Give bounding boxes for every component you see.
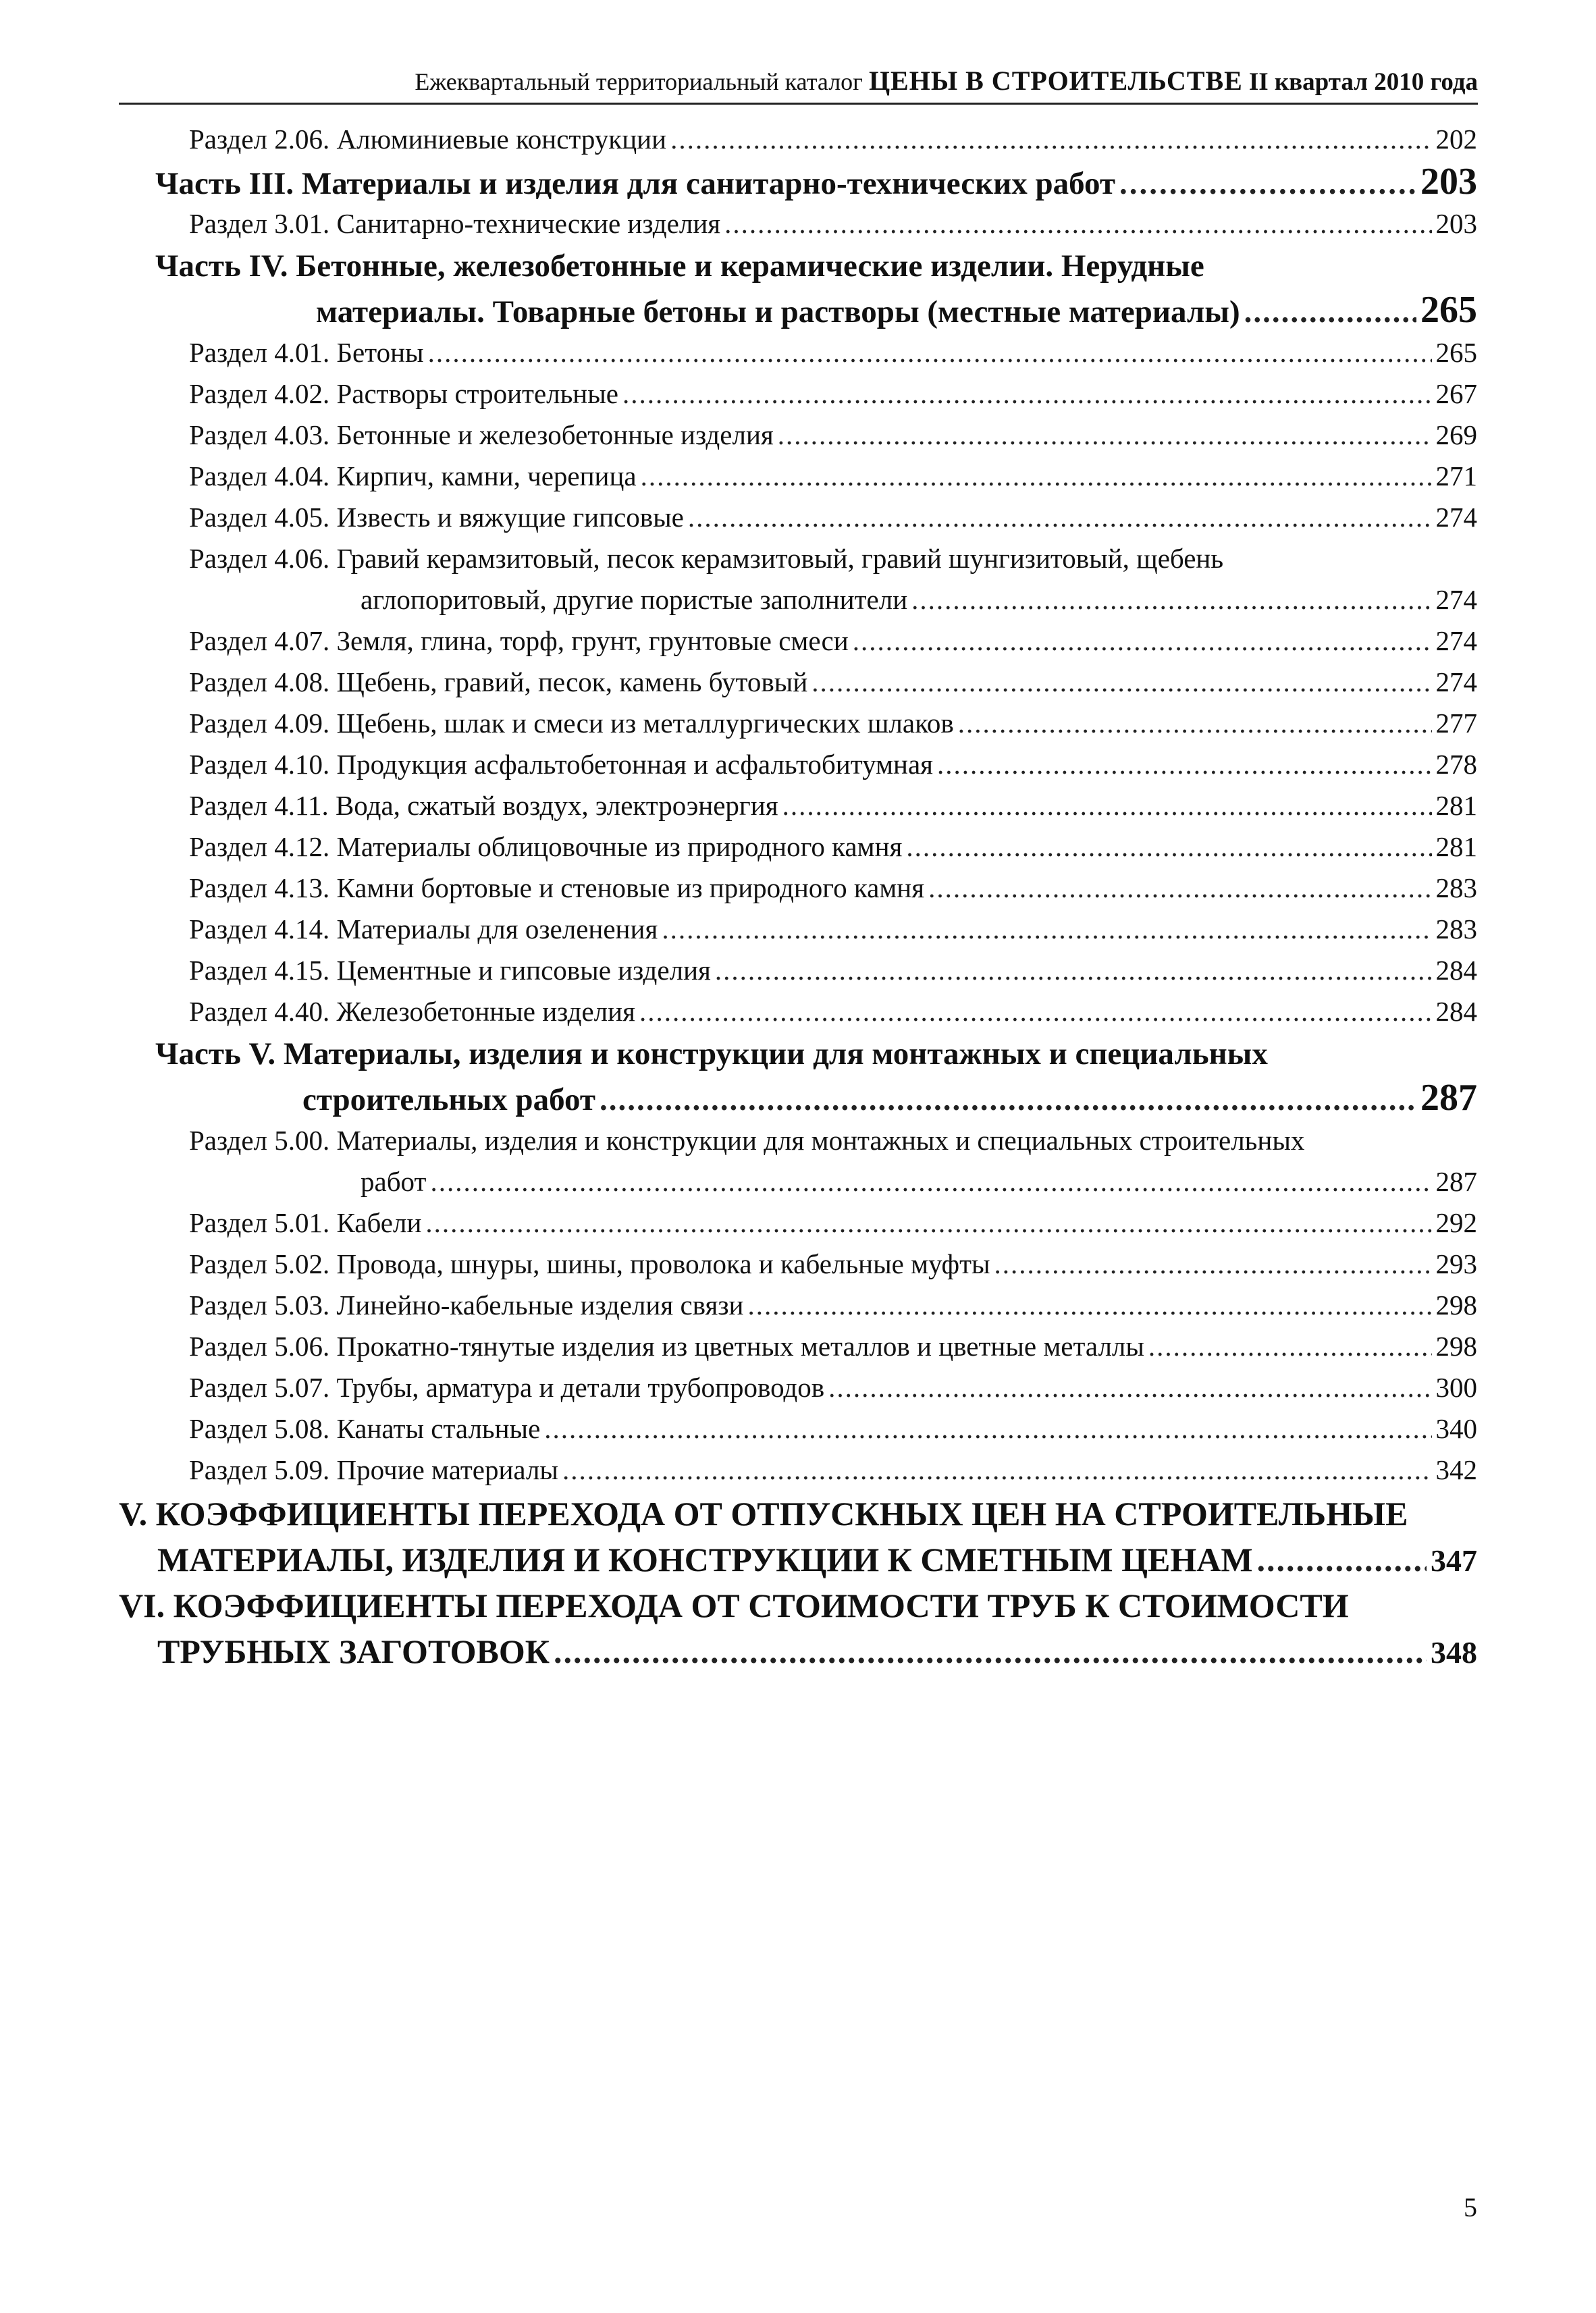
page-ref: 277 — [1435, 708, 1477, 739]
header-title: ЦЕНЫ В СТРОИТЕЛЬСТВЕ — [868, 65, 1243, 96]
toc-entry-4-01[interactable]: Раздел 4.01. Бетоны ..... 265 — [119, 332, 1477, 373]
page-ref: 287 — [1420, 1077, 1477, 1119]
toc-entry-4-11[interactable]: Раздел 4.11. Вода, сжатый воздух, электроэнергия ..... 281 — [119, 785, 1477, 826]
page-ref: 203 — [1435, 208, 1477, 239]
toc-entry-4-13[interactable]: Раздел 4.13. Камни бортовые и стеновые из природного камня ..... 283 — [119, 868, 1477, 909]
toc-entry-5-00[interactable]: Раздел 5.00. Материалы, изделия и конструкции для монтажных и специальных строительных работ ..... 287 — [119, 1120, 1477, 1202]
page-ref: 298 — [1435, 1331, 1477, 1362]
toc-entry-4-07[interactable]: Раздел 4.07. Земля, глина, торф, грунт, грунтовые смеси ..... 274 — [119, 620, 1477, 662]
running-header — [119, 59, 1478, 105]
toc-chapter-vi[interactable]: VI. КОЭФФИЦИЕНТЫ ПЕРЕХОДА ОТ СТОИМОСТИ ТРУБ К СТОИМОСТИ ТРУБНЫХ ЗАГОТОВОК ..... 348 — [119, 1583, 1477, 1674]
page-ref: 283 — [1435, 913, 1477, 945]
page-ref: 278 — [1435, 749, 1477, 780]
header-period: II квартал 2010 года — [1248, 68, 1478, 96]
page-ref: 348 — [1431, 1635, 1477, 1670]
page-ref: 271 — [1435, 460, 1477, 491]
table-of-contents — [119, 119, 1477, 1674]
toc-entry-4-09[interactable]: Раздел 4.09. Щебень, шлак и смеси из металлургических шлаков ..... 277 — [119, 703, 1477, 744]
page-ref: 293 — [1435, 1248, 1477, 1279]
page-ref: 274 — [1435, 666, 1477, 697]
toc-entry-5-03[interactable]: Раздел 5.03. Линейно-кабельные изделия связи ..... 298 — [119, 1285, 1477, 1326]
header-catalog: Ежеквартальный территориальный каталог — [415, 68, 863, 95]
page-ref: 340 — [1435, 1413, 1477, 1444]
page-ref: 202 — [1435, 124, 1477, 155]
page-ref: 287 — [1435, 1166, 1477, 1197]
page-ref: 267 — [1435, 378, 1477, 409]
toc-entry-2-06[interactable]: Раздел 2.06. Алюминиевые конструкции ..... 202 — [119, 119, 1477, 160]
toc-chapter-v[interactable]: V. КОЭФФИЦИЕНТЫ ПЕРЕХОДА ОТ ОТПУСКНЫХ ЦЕН НА СТРОИТЕЛЬНЫЕ МАТЕРИАЛЫ, ИЗДЕЛИЯ И КОНСТРУКЦИИ К СМЕТНЫМ ЦЕНАМ ..... 347 — [119, 1491, 1477, 1583]
toc-entry-5-07[interactable]: Раздел 5.07. Трубы, арматура и детали трубопроводов ..... 300 — [119, 1367, 1477, 1408]
toc-entry-5-08[interactable]: Раздел 5.08. Канаты стальные ..... 340 — [119, 1408, 1477, 1450]
page-ref: 281 — [1435, 790, 1477, 821]
page-ref: 281 — [1435, 831, 1477, 862]
page-ref: 292 — [1435, 1207, 1477, 1238]
page-ref: 347 — [1431, 1543, 1477, 1578]
page-ref: 283 — [1435, 872, 1477, 903]
page-ref: 300 — [1435, 1372, 1477, 1403]
toc-entry-5-01[interactable]: Раздел 5.01. Кабели ..... 292 — [119, 1202, 1477, 1244]
toc-entry-4-03[interactable]: Раздел 4.03. Бетонные и железобетонные изделия ..... 269 — [119, 415, 1477, 456]
toc-entry-5-09[interactable]: Раздел 5.09. Прочие материалы ..... 342 — [119, 1450, 1477, 1491]
page-ref: 284 — [1435, 996, 1477, 1027]
page-ref: 342 — [1435, 1454, 1477, 1485]
toc-part-3[interactable]: Часть III. Материалы и изделия для санитарно-технических работ ..... 203 — [119, 160, 1477, 203]
page-ref: 203 — [1420, 161, 1477, 203]
page-ref: 274 — [1435, 584, 1477, 615]
toc-entry-4-40[interactable]: Раздел 4.40. Железобетонные изделия ..... 284 — [119, 991, 1477, 1032]
page-ref: 298 — [1435, 1290, 1477, 1321]
toc-entry-4-12[interactable]: Раздел 4.12. Материалы облицовочные из природного камня ..... 281 — [119, 826, 1477, 868]
page-ref: 274 — [1435, 502, 1477, 533]
toc-entry-4-10[interactable]: Раздел 4.10. Продукция асфальтобетонная и асфальтобитумная ..... 278 — [119, 744, 1477, 785]
page-number: 5 — [1464, 2192, 1477, 2223]
toc-entry-5-02[interactable]: Раздел 5.02. Провода, шнуры, шины, проволока и кабельные муфты ..... 293 — [119, 1244, 1477, 1285]
page-ref: 269 — [1435, 419, 1477, 450]
toc-entry-5-06[interactable]: Раздел 5.06. Прокатно-тянутые изделия из цветных металлов и цветные металлы ..... 298 — [119, 1326, 1477, 1367]
toc-entry-4-05[interactable]: Раздел 4.05. Известь и вяжущие гипсовые ..... 274 — [119, 497, 1477, 538]
toc-part-5[interactable]: Часть V. Материалы, изделия и конструкции для монтажных и специальных строительных работ ..... 287 — [119, 1032, 1477, 1120]
toc-entry-4-14[interactable]: Раздел 4.14. Материалы для озеленения ..... 283 — [119, 909, 1477, 950]
page-ref: 274 — [1435, 625, 1477, 656]
toc-entry-4-08[interactable]: Раздел 4.08. Щебень, гравий, песок, камень бутовый ..... 274 — [119, 662, 1477, 703]
page-ref: 265 — [1420, 289, 1477, 331]
toc-entry-3-01[interactable]: Раздел 3.01. Санитарно-технические изделия ..... 203 — [119, 203, 1477, 244]
page-ref: 284 — [1435, 955, 1477, 986]
page-ref: 265 — [1435, 337, 1477, 368]
toc-part-4[interactable]: Часть IV. Бетонные, железобетонные и керамические изделии. Нерудные материалы. Товарные бетоны и растворы (местные материалы) ..... 265 — [119, 244, 1477, 332]
toc-entry-4-02[interactable]: Раздел 4.02. Растворы строительные ..... 267 — [119, 373, 1477, 415]
toc-entry-4-06[interactable]: Раздел 4.06. Гравий керамзитовый, песок керамзитовый, гравий шунгизитовый, щебень аглопоритовый, другие пористые заполнители ..... 274 — [119, 538, 1477, 620]
toc-entry-4-04[interactable]: Раздел 4.04. Кирпич, камни, черепица ..... 271 — [119, 456, 1477, 497]
toc-entry-4-15[interactable]: Раздел 4.15. Цементные и гипсовые изделия ..... 284 — [119, 950, 1477, 991]
